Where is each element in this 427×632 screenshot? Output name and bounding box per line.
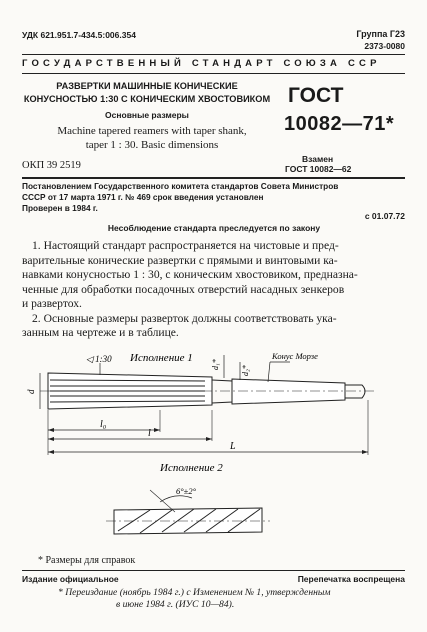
title-subtitle: Основные размеры xyxy=(105,110,189,120)
okp-code: ОКП 39 2519 xyxy=(22,160,81,171)
paragraph-2-line-1: 2. Основные размеры разверток должны соответствовать ука- xyxy=(32,311,337,325)
taper-ratio-label: ◁ 1:30 xyxy=(86,354,112,364)
diameter-d1-label: d₁* xyxy=(211,359,220,370)
diameter-d-label: d xyxy=(26,389,36,394)
official-edition: Издание официальное xyxy=(22,574,119,584)
paragraph-1-line-1: 1. Настоящий стандарт распространяется на чистовые и пред- xyxy=(32,239,339,252)
diameter-d2-label: d₂* xyxy=(241,365,250,376)
classification-code: 2373-0080 xyxy=(364,41,405,51)
title-english-1: Machine tapered reamers with taper shank, xyxy=(57,125,247,137)
replaces-label: Взамен xyxy=(302,154,334,164)
paragraph-1-line-4: ченные для обработки посадочных отверстий насадных зенкеров xyxy=(22,282,345,296)
paragraph-1-line-3: навками конусностью 1 : 30, с коническим хвостовиком, предназна- xyxy=(22,268,358,281)
udk-code: УДК 621.951.7-434.5:006.354 xyxy=(22,30,136,40)
paragraph-1-line-2: варительные конические развертки с прямыми и винтовыми ка- xyxy=(22,253,338,267)
reamer-version-2 xyxy=(106,490,270,534)
effective-date: с 01.07.72 xyxy=(364,211,405,221)
title-line-2: КОНУСНОСТЬЮ 1:30 С КОНИЧЕСКИМ ХВОСТОВИКОМ xyxy=(23,94,271,104)
footer-rule xyxy=(22,570,405,571)
title-line-1: РАЗВЕРТКИ МАШИННЫЕ КОНИЧЕСКИЕ xyxy=(56,81,238,91)
paragraph-1-line-5: и развертох. xyxy=(22,297,82,310)
paragraph-2-line-2: занным на чертеже и в таблице. xyxy=(22,326,179,339)
footnote: * Размеры для справок xyxy=(38,555,136,566)
group-label: Группа Г23 xyxy=(356,29,405,39)
reprint-prohibited: Перепечатка воспрещена xyxy=(297,574,405,584)
gost-label: ГОСТ xyxy=(288,84,344,107)
reissue-note-2: в июне 1984 г. (ИУС 10—84). xyxy=(116,599,235,610)
law-warning: Несоблюдение стандарта преследуется по закону xyxy=(107,223,321,233)
length-l-label: l xyxy=(148,428,151,439)
length-l0-label: l₀ xyxy=(100,419,107,430)
reissue-note-1: * Переиздание (ноябрь 1984 г.) с Изменением № 1, утвержденным xyxy=(58,587,331,598)
decree-line-1: Постановлением Государственного комитета стандартов Совета Министров xyxy=(22,181,339,191)
gost-number: 10082—71* xyxy=(284,113,395,135)
version-1-label: Исполнение 1 xyxy=(130,352,193,364)
decree-line-3: Проверен в 1984 г. xyxy=(22,203,98,213)
title-english-2: taper 1 : 30. Basic dimensions xyxy=(85,139,219,151)
decree-line-2: СССР от 17 марта 1971 г. № 469 срок введения установлен xyxy=(22,192,264,202)
helix-angle-label: 6°±2° xyxy=(176,486,196,496)
state-standard-banner: ГОСУДАРСТВЕННЫЙ СТАНДАРТ СОЮЗА ССР xyxy=(22,58,381,69)
version-2-label: Исполнение 2 xyxy=(160,462,223,474)
replaces-value: ГОСТ 10082—62 xyxy=(285,164,352,174)
length-L-label: L xyxy=(230,441,236,452)
morse-taper-label: Конус Морзе xyxy=(272,351,318,361)
